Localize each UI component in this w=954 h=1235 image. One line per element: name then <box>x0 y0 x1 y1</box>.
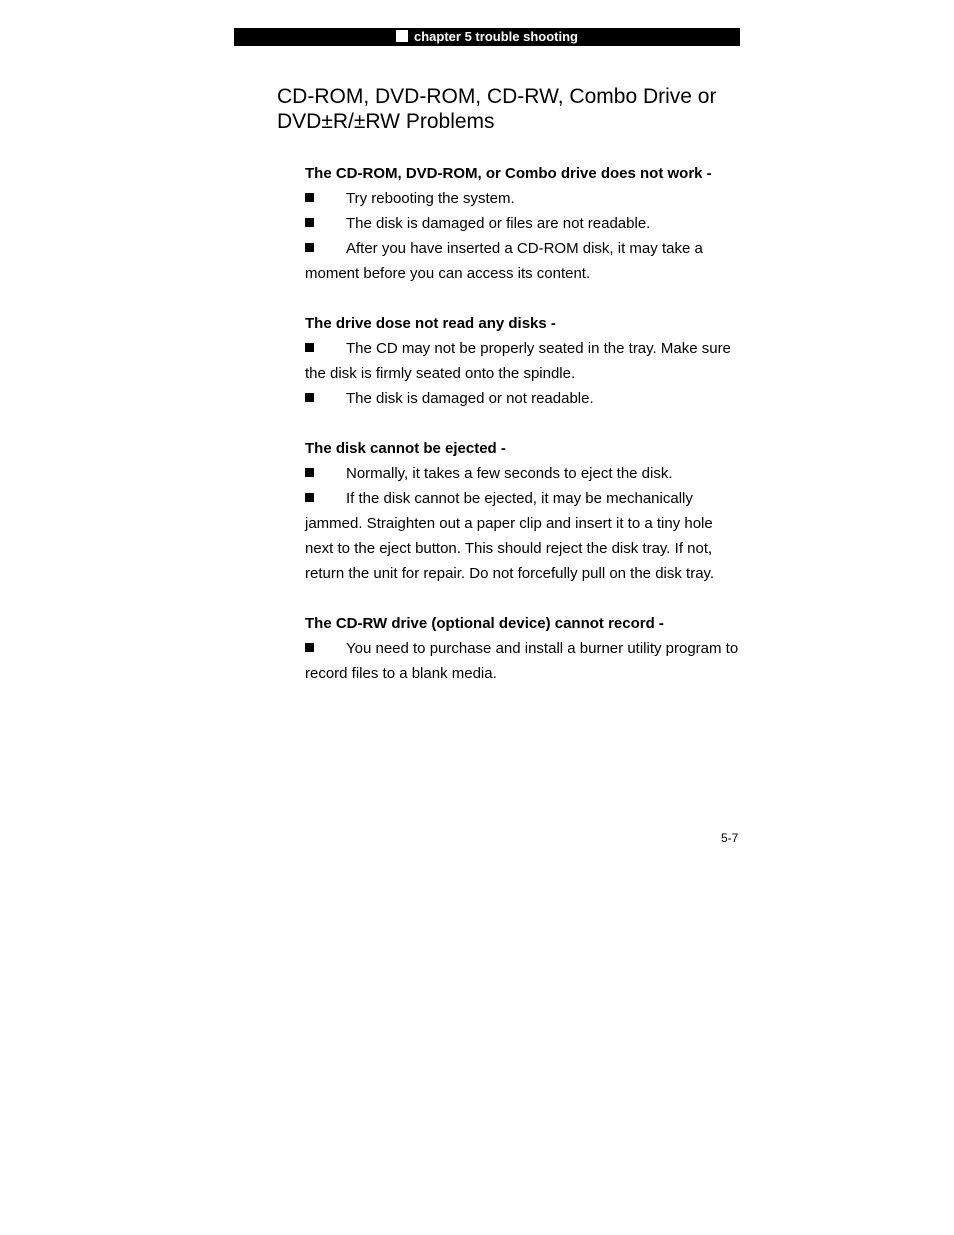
square-bullet-icon <box>305 643 314 652</box>
list-item <box>305 461 741 486</box>
page-title-line1: CD-ROM, DVD-ROM, CD-RW, Combo Drive or <box>277 85 717 108</box>
list-item <box>305 186 741 211</box>
list-item <box>305 636 741 686</box>
list-item <box>305 486 741 586</box>
list-item-text: The CD may not be properly seated in the tray. Make sure the disk is firmly seated onto the spindle. <box>305 340 731 382</box>
list-item-text: The disk is damaged or not readable. <box>346 390 594 407</box>
section-disk-not-ejecting <box>305 436 741 586</box>
page-title-line2: DVD±R/±RW Problems <box>277 110 495 133</box>
square-bullet-icon <box>305 468 314 477</box>
list-item-text: Normally, it takes a few seconds to eject the disk. <box>346 465 673 482</box>
square-bullet-icon <box>305 393 314 402</box>
section-heading: The CD-ROM, DVD-ROM, or Combo drive does not work - <box>305 165 712 182</box>
troubleshooting-content <box>305 161 741 711</box>
list-item-text: After you have inserted a CD-ROM disk, it may take a moment before you can access its content. <box>305 240 703 282</box>
list-item-text: If the disk cannot be ejected, it may be mechanically jammed. Straighten out a paper clip and insert it to a tiny hole next to the eject button. This should reject the disk tray. If not, return the unit for repair. Do not forcefully pull on the disk tray. <box>305 490 715 582</box>
section-heading: The drive dose not read any disks - <box>305 315 556 332</box>
chapter-label: chapter 5 trouble shooting <box>414 29 578 44</box>
section-drive-not-working <box>305 161 741 286</box>
section-heading: The disk cannot be ejected - <box>305 440 506 457</box>
square-bullet-icon <box>305 343 314 352</box>
section-heading: The CD-RW drive (optional device) cannot record - <box>305 615 664 632</box>
square-bullet-icon <box>305 218 314 227</box>
list-item-text: Try rebooting the system. <box>346 190 515 207</box>
square-bullet-icon <box>305 243 314 252</box>
list-item <box>305 211 741 236</box>
square-bullet-icon <box>396 30 408 42</box>
list-item-text: You need to purchase and install a burner utility program to record files to a blank media. <box>305 640 739 682</box>
square-bullet-icon <box>305 193 314 202</box>
list-item <box>305 236 741 286</box>
section-drive-not-reading <box>305 311 741 411</box>
list-item <box>305 386 741 411</box>
page-title <box>277 84 757 134</box>
square-bullet-icon <box>305 493 314 502</box>
section-cdrw-cannot-record <box>305 611 741 686</box>
list-item <box>305 336 741 386</box>
page-number: 5-7 <box>721 831 739 845</box>
list-item-text: The disk is damaged or files are not readable. <box>346 215 651 232</box>
chapter-header-bar <box>234 28 740 46</box>
